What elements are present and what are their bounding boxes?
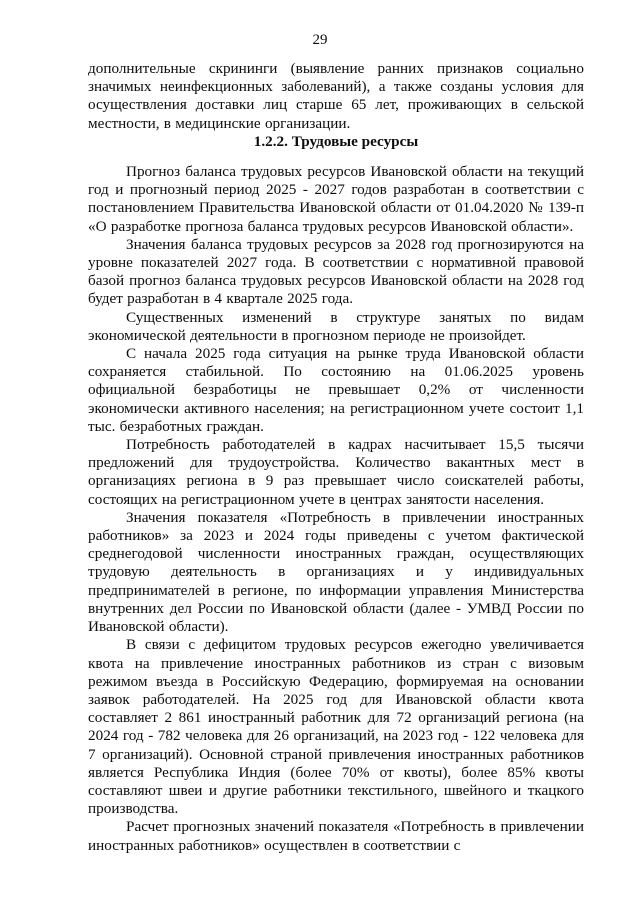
paragraph: Значения баланса трудовых ресурсов за 2028 год прогнозируются на уровне показателей 2027 года. В соответствии с нормативной правовой базой прогноз баланса трудовых ресурсов Ивановской области на 2028 год будет разработан в 4 квартале 2025 года.: [88, 235, 584, 308]
paragraph: Потребность работодателей в кадрах насчитывает 15,5 тысячи предложений для трудоустройства. Количество вакантных мест в организациях региона в 9 раз превышает число соискателей работы, состоящих на регистрационном учете в центрах занятости населения.: [88, 436, 584, 508]
paragraph: С начала 2025 года ситуация на рынке труда Ивановской области сохраняется стабильной. По состоянию на 01.06.2025 уровень официальной безработицы не превышает 0,2% от численности экономически активного населения; на регистрационном учете состоит 1,1 тыс. безработных граждан.: [88, 345, 584, 435]
page-number: 29: [312, 32, 328, 48]
paragraph: В связи с дефицитом трудовых ресурсов ежегодно увеличивается квота на привлечение иностранных работников из стран с визовым режимом въезда в Российскую Федерацию, формируемая на основании заявок работодателей. На 2025 год для Ивановской области квота составляет 2 861 иностранный работник для 72 организаций региона (на 2024 год - 782 человека для 26 организаций, на 2023 год - 122 человека для 7 организаций). Основной страной привлечения иностранных работников является Республика Индия (более 70% от квоты), более 85% квоты составляют швеи и другие работники текстильного, швейного и ткацкого производства.: [88, 636, 584, 818]
document-body: [88, 60, 584, 855]
paragraph: Существенных изменений в структуре занятых по видам экономической деятельности в прогнозном периоде не произойдет.: [88, 308, 584, 344]
paragraph: Прогноз баланса трудовых ресурсов Ивановской области на текущий год и прогнозный период 2025 - 2027 годов разработан в соответствии с постановлением Правительства Ивановской области от 01.04.2020 № 139-п «О разработке прогноза баланса трудовых ресурсов Ивановской области».: [88, 163, 584, 235]
paragraph: дополнительные скрининги (выявление ранних признаков социально значимых неинфекционных заболеваний), а также созданы условия для осуществления доставки лиц старше 65 лет, проживающих в сельской местности, в медицинские организации.: [88, 60, 584, 132]
paragraph: Расчет прогнозных значений показателя «Потребность в привлечении иностранных работников» осуществлен в соответствии с: [88, 818, 584, 854]
paragraph: Значения показателя «Потребность в привлечении иностранных работников» за 2023 и 2024 годы приведены с учетом фактической среднегодовой численности иностранных граждан, осуществляющих трудовую деятельность в организациях и у индивидуальных предпринимателей в регионе, по информации управления Министерства внутренних дел России по Ивановской области (далее - УМВД России по Ивановской области).: [88, 508, 584, 636]
section-heading: 1.2.2. Трудовые ресурсы: [253, 132, 419, 150]
